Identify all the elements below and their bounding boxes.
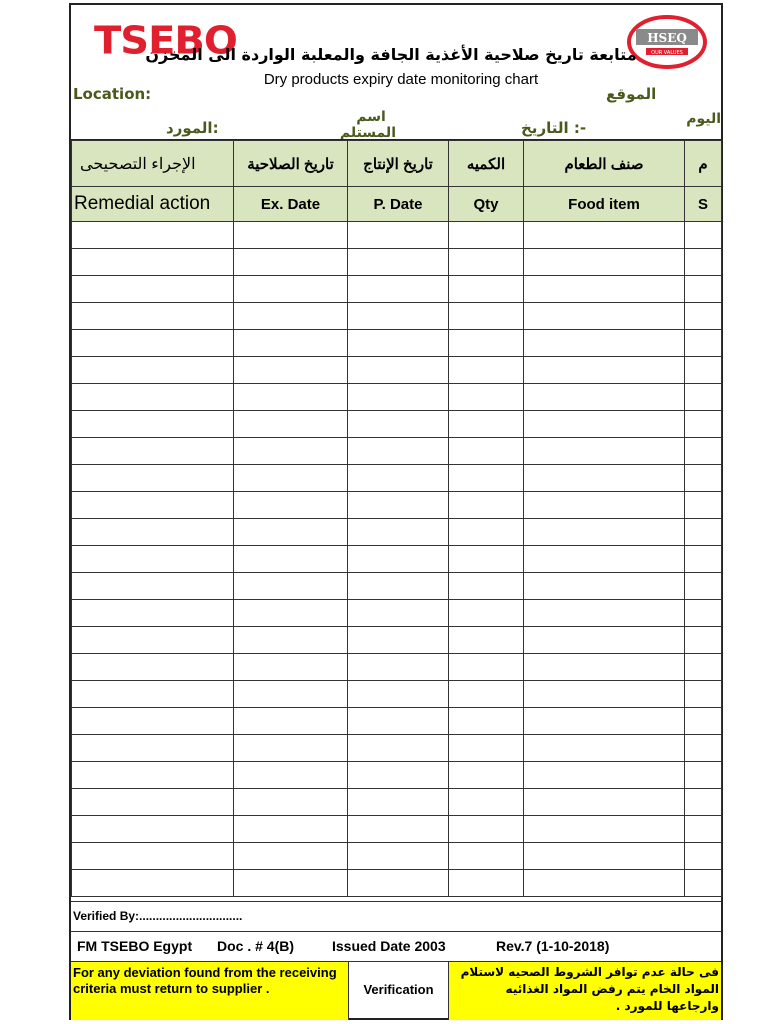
table-cell[interactable]: [685, 816, 722, 843]
table-cell[interactable]: [234, 330, 348, 357]
table-cell[interactable]: [524, 438, 685, 465]
issued-date: Issued Date 2003: [332, 938, 446, 954]
table-cell[interactable]: [685, 627, 722, 654]
table-cell[interactable]: [449, 330, 524, 357]
table-cell[interactable]: [234, 816, 348, 843]
table-cell[interactable]: [234, 519, 348, 546]
table-cell[interactable]: [449, 681, 524, 708]
footer-notes: [71, 961, 721, 1020]
col-header-food-en: Food item: [524, 187, 685, 222]
table-cell[interactable]: [685, 465, 722, 492]
table-cell[interactable]: [348, 573, 449, 600]
table-row: [72, 492, 722, 519]
table-cell[interactable]: [524, 465, 685, 492]
table-cell[interactable]: [348, 411, 449, 438]
deviation-note-ar: فى حالة عدم توافر الشروط الصحيه لاستلام المواد الخام يتم رفض المواد الغذائيه وارجاعها للمورد .: [449, 962, 721, 1020]
table-cell[interactable]: [524, 600, 685, 627]
table-cell[interactable]: [685, 870, 722, 897]
table-cell[interactable]: [685, 762, 722, 789]
table-row: [72, 600, 722, 627]
table-cell[interactable]: [348, 222, 449, 249]
table-cell[interactable]: [685, 330, 722, 357]
table-cell[interactable]: [348, 708, 449, 735]
table-cell[interactable]: [524, 870, 685, 897]
table-cell[interactable]: [234, 870, 348, 897]
table-cell[interactable]: [685, 384, 722, 411]
table-cell[interactable]: [72, 546, 234, 573]
table-cell[interactable]: [348, 438, 449, 465]
col-header-qty-en: Qty: [449, 187, 524, 222]
col-header-production-ar: تاريخ الإنتاج: [348, 141, 449, 187]
deviation-note-en: For any deviation found from the receiving criteria must return to supplier .: [71, 962, 349, 1020]
col-header-serial-ar: م: [685, 141, 722, 187]
table-cell[interactable]: [72, 627, 234, 654]
table-cell[interactable]: [234, 411, 348, 438]
table-cell[interactable]: [449, 492, 524, 519]
table-cell[interactable]: [449, 546, 524, 573]
table-cell[interactable]: [72, 573, 234, 600]
table-row: [72, 816, 722, 843]
table-cell[interactable]: [524, 843, 685, 870]
table-cell[interactable]: [72, 384, 234, 411]
table-cell[interactable]: [685, 735, 722, 762]
verified-by: Verified By:...............................: [71, 901, 721, 931]
table-row: [72, 357, 722, 384]
table-cell[interactable]: [72, 843, 234, 870]
table-cell[interactable]: [234, 222, 348, 249]
table-cell[interactable]: [449, 843, 524, 870]
table-cell[interactable]: [449, 735, 524, 762]
col-header-expiry-ar: تاريخ الصلاحية: [234, 141, 348, 187]
table-cell[interactable]: [348, 816, 449, 843]
table-row: [72, 762, 722, 789]
table-row: [72, 465, 722, 492]
table-cell[interactable]: [685, 492, 722, 519]
table-cell[interactable]: [234, 384, 348, 411]
table-row: [72, 222, 722, 249]
table-cell[interactable]: [234, 843, 348, 870]
table-cell[interactable]: [449, 762, 524, 789]
doc-company: FM TSEBO Egypt: [77, 938, 193, 954]
table-cell[interactable]: [234, 654, 348, 681]
table-cell[interactable]: [72, 870, 234, 897]
table-cell[interactable]: [72, 222, 234, 249]
table-cell[interactable]: [685, 654, 722, 681]
table-cell[interactable]: [685, 249, 722, 276]
col-header-qty-ar: الكميه: [449, 141, 524, 187]
table-row: [72, 249, 722, 276]
table-cell[interactable]: [348, 276, 449, 303]
table-cell[interactable]: [72, 762, 234, 789]
table-cell[interactable]: [72, 465, 234, 492]
table-cell[interactable]: [449, 870, 524, 897]
table-cell[interactable]: [72, 735, 234, 762]
table-row: [72, 654, 722, 681]
table-cell[interactable]: [524, 357, 685, 384]
table-cell[interactable]: [685, 303, 722, 330]
table-cell[interactable]: [72, 411, 234, 438]
table-cell[interactable]: [348, 600, 449, 627]
table-cell[interactable]: [234, 735, 348, 762]
header-row-english: [72, 187, 722, 222]
table-cell[interactable]: [449, 600, 524, 627]
table-cell[interactable]: [234, 249, 348, 276]
table-cell[interactable]: [72, 276, 234, 303]
table-cell[interactable]: [72, 600, 234, 627]
table-cell[interactable]: [72, 357, 234, 384]
table-cell[interactable]: [449, 411, 524, 438]
table-cell[interactable]: [524, 303, 685, 330]
table-cell[interactable]: [348, 762, 449, 789]
table-row: [72, 546, 722, 573]
table-cell[interactable]: [234, 681, 348, 708]
table-cell[interactable]: [72, 303, 234, 330]
table-cell[interactable]: [685, 600, 722, 627]
table-cell[interactable]: [524, 330, 685, 357]
col-header-remedial-en: Remedial action: [72, 187, 234, 222]
table-row: [72, 411, 722, 438]
table-cell[interactable]: [449, 276, 524, 303]
table-cell[interactable]: [348, 492, 449, 519]
document-info: [71, 931, 721, 961]
table-row: [72, 735, 722, 762]
title-arabic: متابعة تاريخ صلاحية الأغذية الجافة والمعلبة الواردة الى المخزن: [145, 45, 637, 64]
table-cell[interactable]: [685, 519, 722, 546]
table-cell[interactable]: [348, 654, 449, 681]
table-cell[interactable]: [72, 708, 234, 735]
table-cell[interactable]: [685, 789, 722, 816]
table-cell[interactable]: [449, 789, 524, 816]
table-cell[interactable]: [348, 519, 449, 546]
table-cell[interactable]: [449, 384, 524, 411]
table-cell[interactable]: [685, 357, 722, 384]
table-row: [72, 708, 722, 735]
table-cell[interactable]: [348, 330, 449, 357]
location-label-en: Location:: [73, 85, 152, 103]
table-cell[interactable]: [348, 843, 449, 870]
table-cell[interactable]: [348, 303, 449, 330]
receiver-name-label-ar: اسم المستلم: [339, 109, 396, 141]
monitoring-table: [71, 140, 722, 897]
table-cell[interactable]: [234, 762, 348, 789]
table-row: [72, 384, 722, 411]
table-cell[interactable]: [72, 789, 234, 816]
table-row: [72, 438, 722, 465]
table-row: [72, 843, 722, 870]
table-cell[interactable]: [685, 708, 722, 735]
table-cell[interactable]: [348, 546, 449, 573]
table-cell[interactable]: [348, 357, 449, 384]
table-cell[interactable]: [524, 789, 685, 816]
table-row: [72, 303, 722, 330]
table-cell[interactable]: [449, 816, 524, 843]
table-cell[interactable]: [348, 681, 449, 708]
table-cell[interactable]: [449, 573, 524, 600]
table-cell[interactable]: [685, 276, 722, 303]
table-cell[interactable]: [234, 465, 348, 492]
table-cell[interactable]: [524, 492, 685, 519]
table-cell[interactable]: [72, 681, 234, 708]
table-row: [72, 519, 722, 546]
table-cell[interactable]: [449, 303, 524, 330]
form-sheet: [69, 3, 723, 1020]
table-cell[interactable]: [234, 708, 348, 735]
title-english: Dry products expiry date monitoring chart: [263, 71, 539, 88]
table-cell[interactable]: [72, 438, 234, 465]
table-cell[interactable]: [348, 465, 449, 492]
table-row: [72, 789, 722, 816]
header-row-arabic: [72, 141, 722, 187]
table-cell[interactable]: [72, 654, 234, 681]
supplier-label-ar: :المورد: [166, 119, 219, 137]
table-cell[interactable]: [524, 735, 685, 762]
table-cell[interactable]: [524, 249, 685, 276]
revision: Rev.7 (1-10-2018): [496, 938, 610, 954]
table-cell[interactable]: [685, 438, 722, 465]
doc-number: Doc . # 4(B): [217, 938, 295, 954]
table-cell[interactable]: [685, 546, 722, 573]
table-cell[interactable]: [524, 546, 685, 573]
table-cell[interactable]: [348, 249, 449, 276]
col-header-production-en: P. Date: [348, 187, 449, 222]
table-cell[interactable]: [524, 627, 685, 654]
day-label-ar: اليوم: [686, 111, 721, 127]
table-row: [72, 330, 722, 357]
table-cell[interactable]: [348, 627, 449, 654]
table-cell[interactable]: [524, 573, 685, 600]
table-cell[interactable]: [449, 654, 524, 681]
table-cell[interactable]: [524, 654, 685, 681]
table-cell[interactable]: [72, 816, 234, 843]
table-row: [72, 870, 722, 897]
table-cell[interactable]: [348, 384, 449, 411]
table-cell[interactable]: [685, 843, 722, 870]
table-cell[interactable]: [524, 222, 685, 249]
table-cell[interactable]: [524, 384, 685, 411]
table-cell[interactable]: [348, 870, 449, 897]
table-cell[interactable]: [348, 789, 449, 816]
table-cell[interactable]: [685, 681, 722, 708]
table-cell[interactable]: [234, 573, 348, 600]
hseq-logo-text: HSEQ: [647, 31, 687, 45]
date-label-ar: -: التاريخ: [521, 119, 587, 137]
table-cell[interactable]: [449, 249, 524, 276]
table-cell[interactable]: [449, 519, 524, 546]
table-cell[interactable]: [685, 411, 722, 438]
table-cell[interactable]: [234, 546, 348, 573]
table-cell[interactable]: [685, 573, 722, 600]
table-cell[interactable]: [234, 627, 348, 654]
col-header-food-ar: صنف الطعام: [524, 141, 685, 187]
table-cell[interactable]: [449, 357, 524, 384]
table-row: [72, 627, 722, 654]
table-cell[interactable]: [234, 492, 348, 519]
location-label-ar: الموقع: [606, 85, 657, 103]
verification-label: Verification: [349, 962, 449, 1020]
table-cell[interactable]: [449, 222, 524, 249]
table-cell[interactable]: [72, 519, 234, 546]
table-cell[interactable]: [524, 762, 685, 789]
table-cell[interactable]: [234, 276, 348, 303]
hseq-logo-sub: OUR VALUES: [651, 50, 683, 56]
table-cell[interactable]: [348, 735, 449, 762]
table-row: [72, 681, 722, 708]
table-cell[interactable]: [449, 438, 524, 465]
table-cell[interactable]: [524, 519, 685, 546]
table-cell[interactable]: [524, 681, 685, 708]
table-cell[interactable]: [524, 816, 685, 843]
table-cell[interactable]: [449, 465, 524, 492]
table-cell[interactable]: [449, 627, 524, 654]
tsebo-logo: TSEBO: [94, 19, 237, 63]
table-cell[interactable]: [234, 303, 348, 330]
table-cell[interactable]: [524, 276, 685, 303]
col-header-remedial-ar: الإجراء التصحيحى: [72, 141, 234, 187]
col-header-expiry-en: Ex. Date: [234, 187, 348, 222]
table-row: [72, 573, 722, 600]
table-row: [72, 276, 722, 303]
table-cell[interactable]: [524, 708, 685, 735]
table-cell[interactable]: [72, 330, 234, 357]
col-header-serial-en: S: [685, 187, 722, 222]
table-cell[interactable]: [234, 600, 348, 627]
table-cell[interactable]: [234, 357, 348, 384]
table-cell[interactable]: [234, 438, 348, 465]
table-cell[interactable]: [449, 708, 524, 735]
table-cell[interactable]: [234, 789, 348, 816]
table-cell[interactable]: [72, 249, 234, 276]
table-cell[interactable]: [685, 222, 722, 249]
table-cell[interactable]: [72, 492, 234, 519]
table-cell[interactable]: [524, 411, 685, 438]
